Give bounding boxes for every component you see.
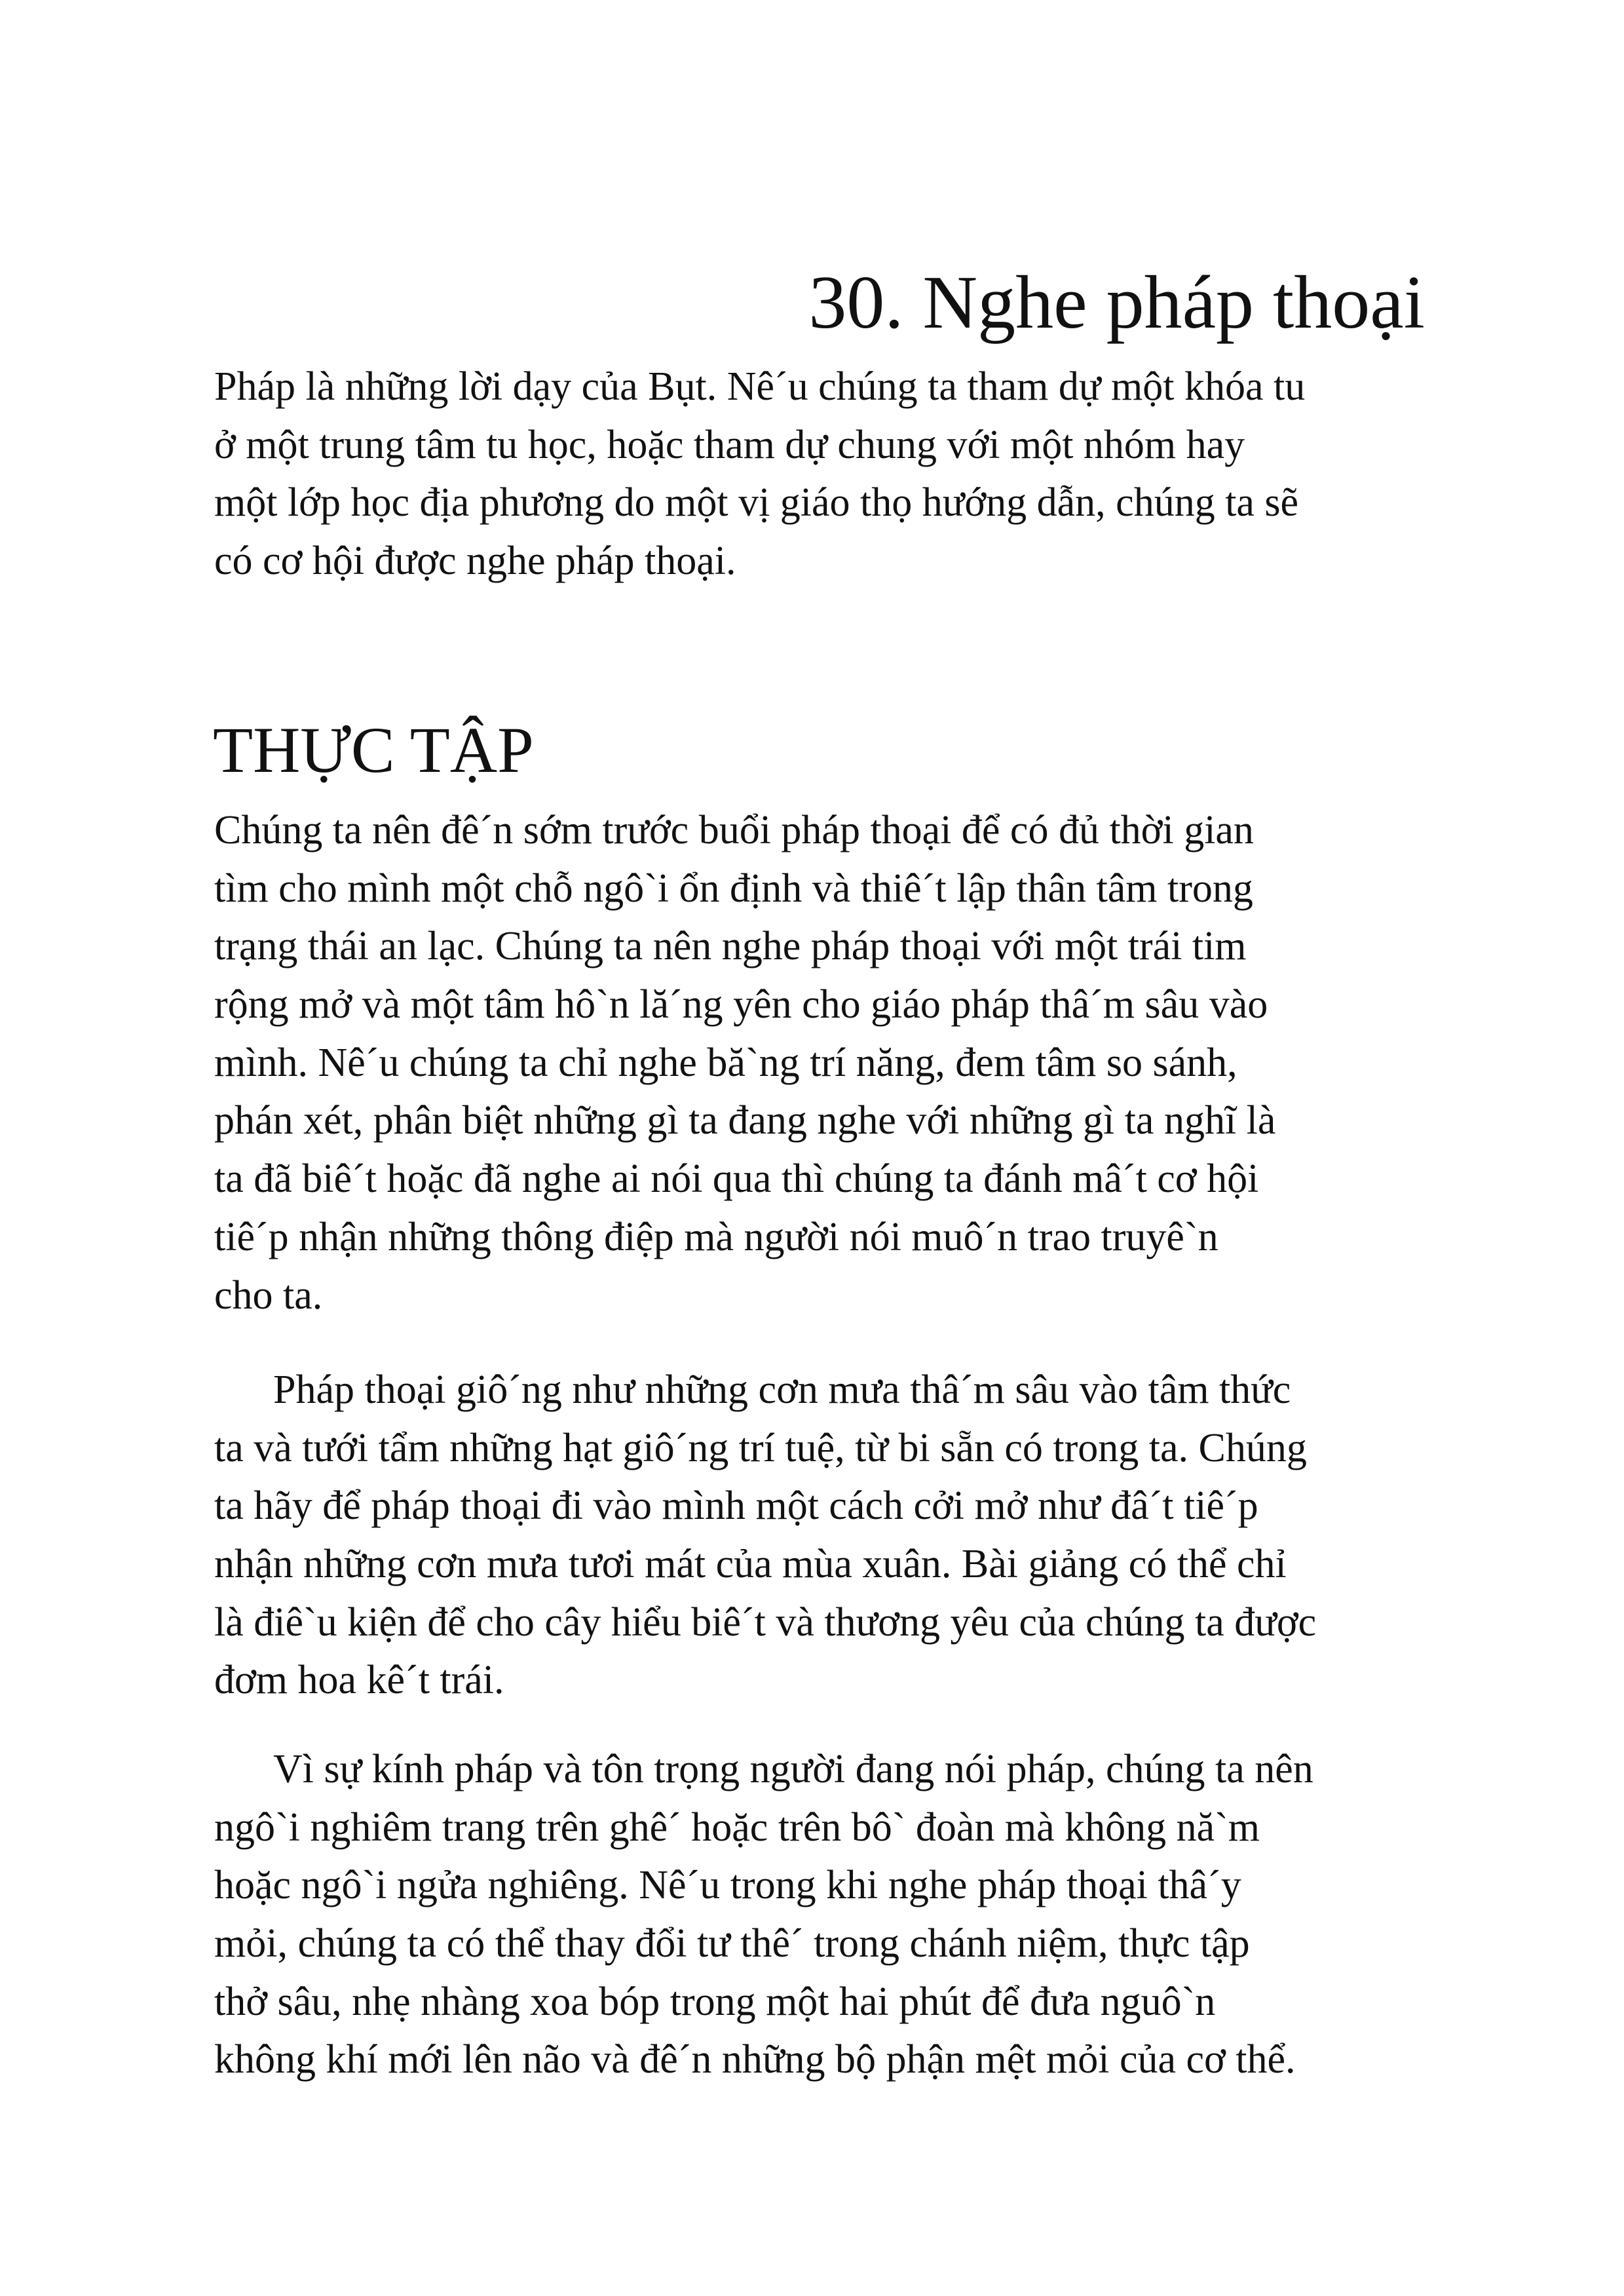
text-line: nhận những cơn mưa tươi mát của mùa xuân. Bài giảng có thể chỉ — [214, 1542, 1287, 1587]
text-line: Pháp thoại giô´ng như những cơn mưa thâ´m sâu vào tâm thức — [273, 1368, 1291, 1412]
text-line: Vì sự kính pháp và tôn trọng người đang nói pháp, chúng ta nên — [273, 1747, 1313, 1791]
text-line: ngô`i nghiêm trang trên ghê´ hoặc trên bô` đoàn mà không nă`m — [214, 1805, 1260, 1850]
body-paragraph — [214, 1361, 1316, 1710]
text-line: phán xét, phân biệt những gì ta đang nghe với những gì ta nghĩ là — [214, 1098, 1276, 1143]
text-line: tiê´p nhận những thông điệp mà người nói muô´n trao truyê`n — [214, 1214, 1218, 1259]
text-line: ta đã biê´t hoặc đã nghe ai nói qua thì chúng ta đánh mâ´t cơ hội — [214, 1157, 1259, 1202]
body-paragraph — [214, 801, 1275, 1324]
intro-paragraph — [214, 358, 1305, 590]
text-line: không khí mới lên não và đê´n những bộ phận mệt mỏi của cơ thể. — [214, 2037, 1296, 2082]
text-line: ta hãy để pháp thoại đi vào mình một cách cởi mở như đâ´t tiê´p — [214, 1483, 1258, 1529]
text-line: mỏi, chúng ta có thể thay đổi tư thê´ trong chánh niệm, thực tập — [214, 1921, 1250, 1966]
chapter-title: 30. Nghe pháp thoại — [808, 261, 1425, 345]
text-line: thở sâu, nhẹ nhàng xoa bóp trong một hai phút để đưa nguô`n — [214, 1979, 1216, 2024]
text-line: Pháp là những lời dạy của Bụt. Nê´u chúng ta tham dự một khóa tu — [214, 364, 1306, 409]
text-line: mình. Nê´u chúng ta chỉ nghe bă`ng trí năng, đem tâm so sánh, — [214, 1040, 1237, 1085]
text-line: ta và tưới tẩm những hạt giô´ng trí tuệ, từ bi sẵn có trong ta. Chúng — [214, 1425, 1307, 1470]
text-line: Chúng ta nên đê´n sớm trước buổi pháp thoại để có đủ thời gian — [214, 808, 1254, 852]
body-paragraph — [214, 1740, 1313, 2089]
text-line: tìm cho mình một chỗ ngô`i ổn định và thiê´t lập thân tâm trong — [214, 866, 1253, 911]
text-line: hoặc ngô`i ngửa nghiêng. Nê´u trong khi nghe pháp thoại thâ´y — [214, 1863, 1241, 1908]
text-line: rộng mở và một tâm hô`n lă´ng yên cho giáo pháp thâ´m sâu vào — [214, 982, 1268, 1027]
text-line: ở một trung tâm tu học, hoặc tham dự chung với một nhóm hay — [214, 422, 1245, 467]
text-line: là điê`u kiện để cho cây hiểu biê´t và thương yêu của chúng ta được — [214, 1599, 1317, 1645]
section-heading: THỰC TẬP — [213, 714, 534, 786]
text-line: có cơ hội được nghe pháp thoại. — [214, 539, 736, 584]
text-line: một lớp học địa phương do một vị giáo thọ hướng dẫn, chúng ta sẽ — [214, 480, 1299, 526]
text-line: cho ta. — [214, 1272, 323, 1318]
text-line: đơm hoa kê´t trái. — [214, 1658, 504, 1703]
text-line: trạng thái an lạc. Chúng ta nên nghe pháp thoại với một trái tim — [214, 924, 1247, 969]
